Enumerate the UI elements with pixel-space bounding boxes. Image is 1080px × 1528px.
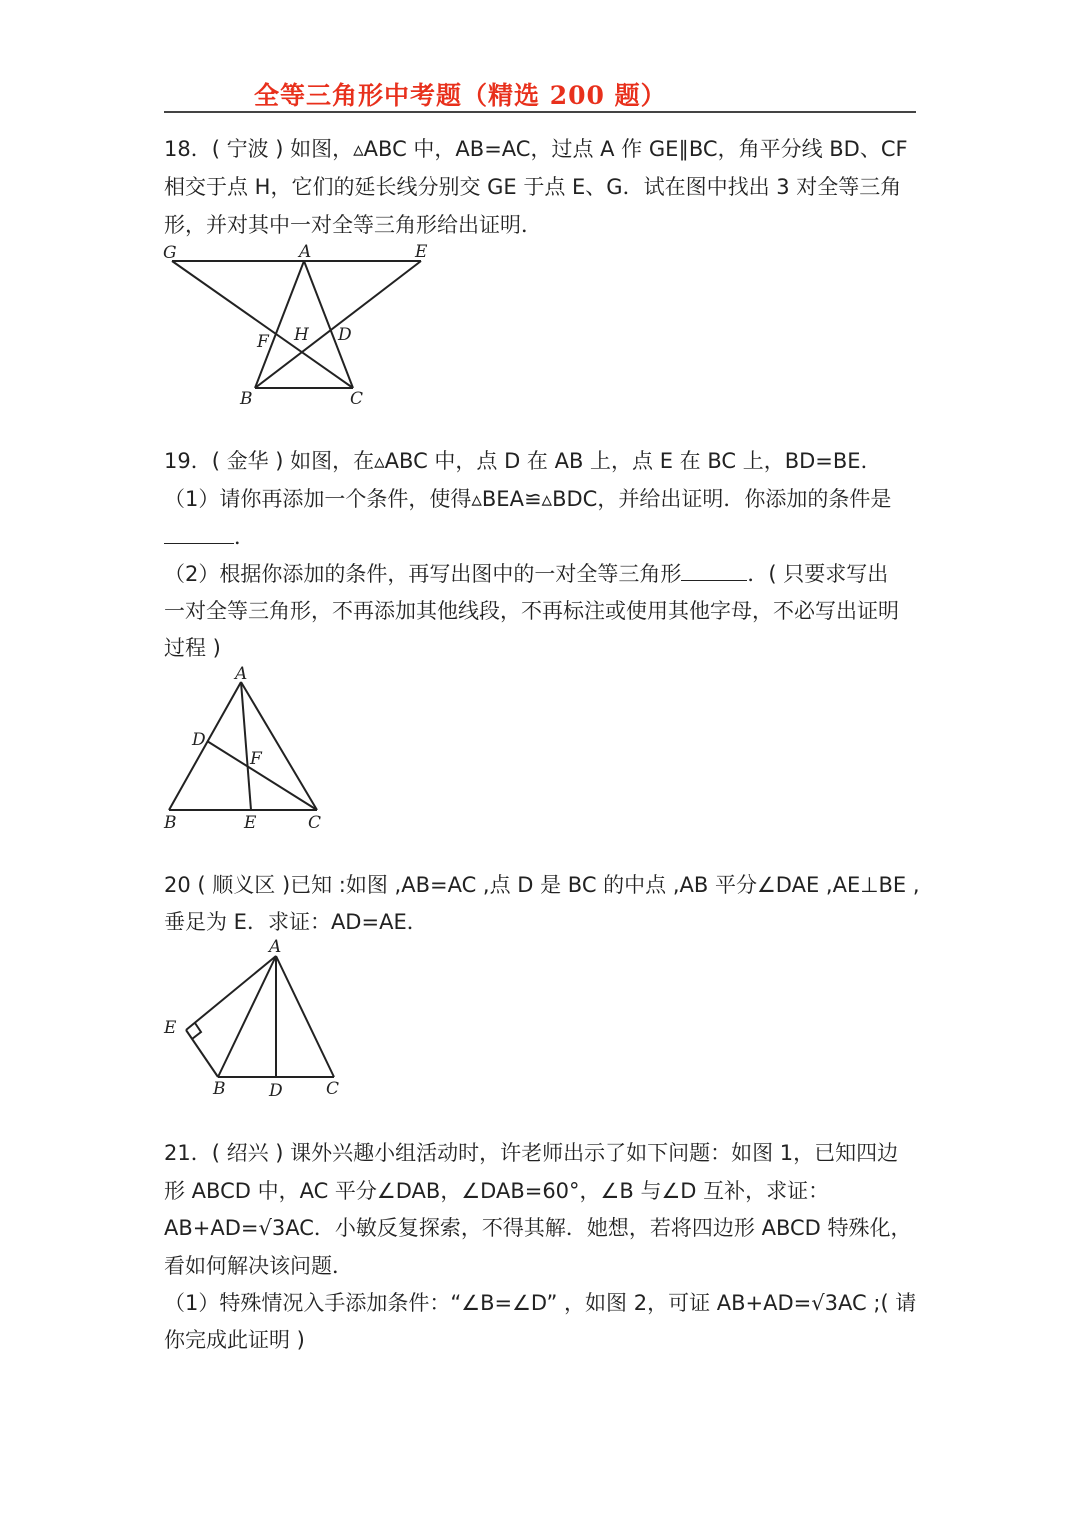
q21-line-1: 21．( 绍兴 ) 课外兴趣小组活动时，许老师出示了如下问题：如图 1，已知四边: [164, 1141, 899, 1165]
q20-label-e: E: [164, 1018, 177, 1038]
q19-figure: [158, 664, 338, 836]
header-divider: [164, 111, 916, 113]
q20-line-2: 垂足为 E．求证：AD=AE．: [164, 910, 428, 934]
q18-line-3: 形，并对其中一对全等三角形给出证明．: [164, 213, 542, 237]
page-title: 全等三角形中考题（精选 200 题）: [254, 81, 667, 110]
q18-label-c: C: [350, 389, 364, 409]
q18-label-b: B: [240, 389, 253, 409]
q20-label-d: D: [269, 1081, 283, 1101]
q21-sqrt3-2: √3: [811, 1291, 839, 1315]
q18-label-d: D: [338, 325, 352, 345]
q19-line-2: （1）请你再添加一个条件，使得▵BEA≌▵BDC，并给出证明．你添加的条件是: [164, 487, 892, 511]
q19-line-4a: （2）根据你添加的条件，再写出图中的一对全等三角形: [164, 562, 682, 586]
q19-line-6: 过程 ): [164, 636, 221, 660]
q21-line-3a: AB+AD=: [164, 1216, 259, 1240]
q20-label-a: A: [269, 938, 282, 957]
q19-label-d: D: [192, 730, 206, 750]
q19-segment-ae: [241, 682, 251, 810]
q21-line-4: 看如何解决该问题．: [164, 1254, 353, 1278]
q19-label-f: F: [250, 749, 262, 769]
q19-label-a: A: [235, 664, 248, 684]
q19-line-3: [164, 519, 255, 556]
q19-label-b: B: [164, 813, 177, 833]
q18-label-g: G: [163, 243, 177, 263]
q21-line-3b: AC．小敏反复探索，不得其解．她想，若将四边形 ABCD 特殊化，: [285, 1216, 912, 1240]
q18-line-1: 18．( 宁波 ) 如图，▵ABC 中，AB=AC，过点 A 作 GE∥BC，角平分线 BD、CF: [164, 137, 908, 161]
q21-line-5b: AC ;( 请: [838, 1291, 917, 1315]
q19-label-e: E: [244, 813, 257, 833]
q20-segment-ae: [186, 956, 276, 1030]
q20-right-angle-mark: [192, 1023, 201, 1039]
q18-label-a: A: [299, 242, 312, 262]
q19-line-4: [164, 556, 888, 593]
q19-segment-dc: [207, 741, 317, 810]
q21-line-6: 你完成此证明 ): [164, 1328, 305, 1352]
q19-label-c: C: [308, 813, 322, 833]
q19-answer-blank-1: [164, 522, 234, 544]
q20-line-1: 20 ( 顺义区 )已知 :如图 ,AB=AC ,点 D 是 BC 的中点 ,AB 平分∠DAE ,AE⊥BE ,: [164, 873, 920, 897]
q21-line-3: [164, 1210, 912, 1247]
q21-line-5: [164, 1285, 916, 1322]
q21-sqrt3-1: √3: [258, 1216, 286, 1240]
q20-segment-eb: [186, 1030, 218, 1077]
q18-figure: [158, 238, 438, 410]
q20-label-b: B: [213, 1079, 226, 1099]
q19-answer-blank-2: [681, 559, 747, 581]
q20-label-c: C: [326, 1079, 340, 1099]
q20-segment-ac: [276, 956, 334, 1077]
q21-line-2: 形 ABCD 中，AC 平分∠DAB，∠DAB=60°，∠B 与∠D 互补，求证：: [164, 1179, 830, 1203]
q20-figure: [158, 938, 358, 1102]
q18-label-h: H: [294, 325, 309, 345]
q18-label-f: F: [257, 332, 269, 352]
q19-segment-ac: [241, 682, 317, 810]
q19-line-3-text: ．: [234, 525, 255, 549]
q20-segment-ab: [218, 956, 276, 1077]
q19-line-1: 19．( 金华 ) 如图，在▵ABC 中，点 D 在 AB 上，点 E 在 BC 上，BD=BE．: [164, 449, 882, 473]
q18-line-2: 相交于点 H，它们的延长线分别交 GE 于点 E、G．试在图中找出 3 对全等三角: [164, 175, 902, 199]
q19-line-5: 一对全等三角形，不再添加其他线段，不再标注或使用其他字母，不必写出证明: [164, 599, 899, 623]
q21-line-5a: （1）特殊情况入手添加条件：“∠B=∠D” ，如图 2，可证 AB+AD=: [164, 1291, 812, 1315]
q19-line-4b: ．( 只要求写出: [747, 562, 889, 586]
q18-label-e: E: [415, 242, 428, 262]
